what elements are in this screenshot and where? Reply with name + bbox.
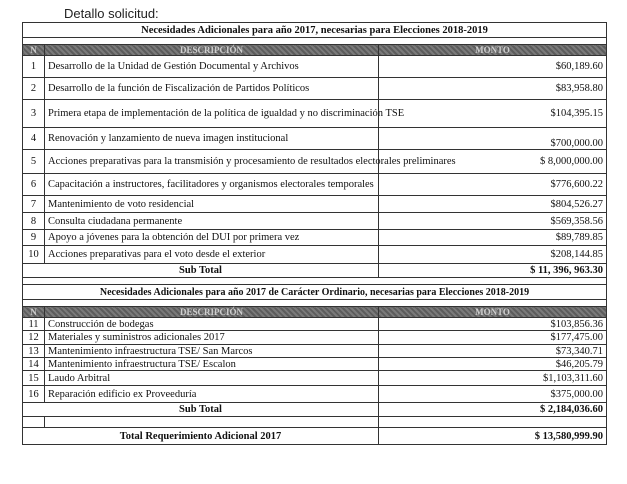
row-description: Mantenimiento infraestructura TSE/ Escalon — [45, 358, 379, 371]
header-amount: MONTO — [379, 45, 607, 56]
subtotal-label: Sub Total — [23, 403, 379, 417]
row-amount: $776,600.22 — [379, 174, 607, 196]
row-description: Acciones preparativas para la transmisión y procesamiento de resultados electorales preliminares — [45, 150, 379, 174]
spacer-row — [23, 38, 607, 45]
row-amount: $208,144.85 — [379, 246, 607, 264]
row-number: 3 — [23, 100, 45, 128]
section1-title: Necesidades Adicionales para año 2017, necesarias para Elecciones 2018-2019 — [23, 23, 607, 38]
row-number: 12 — [23, 331, 45, 345]
row-description: Desarrollo de la Unidad de Gestión Documental y Archivos — [45, 56, 379, 78]
row-description: Renovación y lanzamiento de nueva imagen institucional — [45, 128, 379, 150]
row-number: 4 — [23, 128, 45, 150]
row-number: 8 — [23, 213, 45, 230]
header-description: DESCRIPCIÓN — [45, 45, 379, 56]
spacer-row — [23, 278, 607, 285]
row-number: 1 — [23, 56, 45, 78]
subtotal-amount: $ 2,184,036.60 — [379, 403, 607, 417]
requirements-table — [22, 22, 607, 445]
row-amount: $46,205.79 — [379, 358, 607, 371]
subtotal-label: Sub Total — [23, 264, 379, 278]
table-row — [23, 345, 607, 358]
row-number: 7 — [23, 196, 45, 213]
row-amount: $177,475.00 — [379, 331, 607, 345]
row-description: Primera etapa de implementación de la política de igualdad y no discriminación TSE — [45, 100, 379, 128]
row-description: Desarrollo de la función de Fiscalización de Partidos Políticos — [45, 78, 379, 100]
section2-title: Necesidades Adicionales para año 2017 de Carácter Ordinario, necesarias para Elecciones 2018-2019 — [23, 285, 607, 300]
grand-total-label: Total Requerimiento Adicional 2017 — [23, 428, 379, 445]
row-number: 9 — [23, 230, 45, 246]
row-number: 2 — [23, 78, 45, 100]
row-description: Laudo Arbitral — [45, 371, 379, 386]
row-description: Materiales y suministros adicionales 2017 — [45, 331, 379, 345]
grand-total-amount: $ 13,580,999.90 — [379, 428, 607, 445]
table-row — [23, 318, 607, 331]
table-row — [23, 78, 607, 100]
table-row — [23, 174, 607, 196]
row-amount: $60,189.60 — [379, 56, 607, 78]
table-row — [23, 230, 607, 246]
section1-header-row — [23, 45, 607, 56]
document-heading: Detallo solicitud: — [64, 6, 159, 21]
table-row — [23, 386, 607, 403]
section1-subtotal-row — [23, 264, 607, 278]
header-num: N — [23, 307, 45, 318]
table-row — [23, 213, 607, 230]
row-number: 13 — [23, 345, 45, 358]
row-number: 6 — [23, 174, 45, 196]
row-amount: $804,526.27 — [379, 196, 607, 213]
table-row — [23, 358, 607, 371]
table-row — [23, 56, 607, 78]
row-description: Capacitación a instructores, facilitadores y organismos electorales temporales — [45, 174, 379, 196]
row-number: 16 — [23, 386, 45, 403]
spacer-row — [23, 300, 607, 307]
table-row — [23, 196, 607, 213]
row-amount: $104,395.15 — [379, 100, 607, 128]
row-description: Acciones preparativas para el voto desde el exterior — [45, 246, 379, 264]
row-description: Mantenimiento de voto residencial — [45, 196, 379, 213]
row-number: 11 — [23, 318, 45, 331]
table-row — [23, 100, 607, 128]
subtotal-amount: $ 11, 396, 963.30 — [379, 264, 607, 278]
row-amount: $83,958.80 — [379, 78, 607, 100]
header-amount: MONTO — [379, 307, 607, 318]
row-description: Reparación edificio ex Proveeduría — [45, 386, 379, 403]
section2-subtotal-row — [23, 403, 607, 417]
row-amount: $103,856.36 — [379, 318, 607, 331]
section2-header-row — [23, 307, 607, 318]
row-number: 10 — [23, 246, 45, 264]
table-row — [23, 246, 607, 264]
table-row — [23, 150, 607, 174]
section2-title-row — [23, 285, 607, 300]
table-row — [23, 331, 607, 345]
row-description: Mantenimiento infraestructura TSE/ San Marcos — [45, 345, 379, 358]
row-number: 14 — [23, 358, 45, 371]
row-amount: $375,000.00 — [379, 386, 607, 403]
header-num: N — [23, 45, 45, 56]
table-row — [23, 371, 607, 386]
row-amount: $700,000.00 — [379, 128, 607, 150]
blank-row — [23, 417, 607, 428]
row-amount: $73,340.71 — [379, 345, 607, 358]
row-number: 15 — [23, 371, 45, 386]
row-amount: $89,789.85 — [379, 230, 607, 246]
row-description: Consulta ciudadana permanente — [45, 213, 379, 230]
grand-total-row — [23, 428, 607, 445]
section1-title-row — [23, 23, 607, 38]
row-description: Apoyo a jóvenes para la obtención del DUI por primera vez — [45, 230, 379, 246]
row-description: Construcción de bodegas — [45, 318, 379, 331]
row-amount: $1,103,311.60 — [379, 371, 607, 386]
row-number: 5 — [23, 150, 45, 174]
table-row — [23, 128, 607, 150]
row-amount: $ 8,000,000.00 — [379, 150, 607, 174]
row-amount: $569,358.56 — [379, 213, 607, 230]
header-description: DESCRIPCIÓN — [45, 307, 379, 318]
